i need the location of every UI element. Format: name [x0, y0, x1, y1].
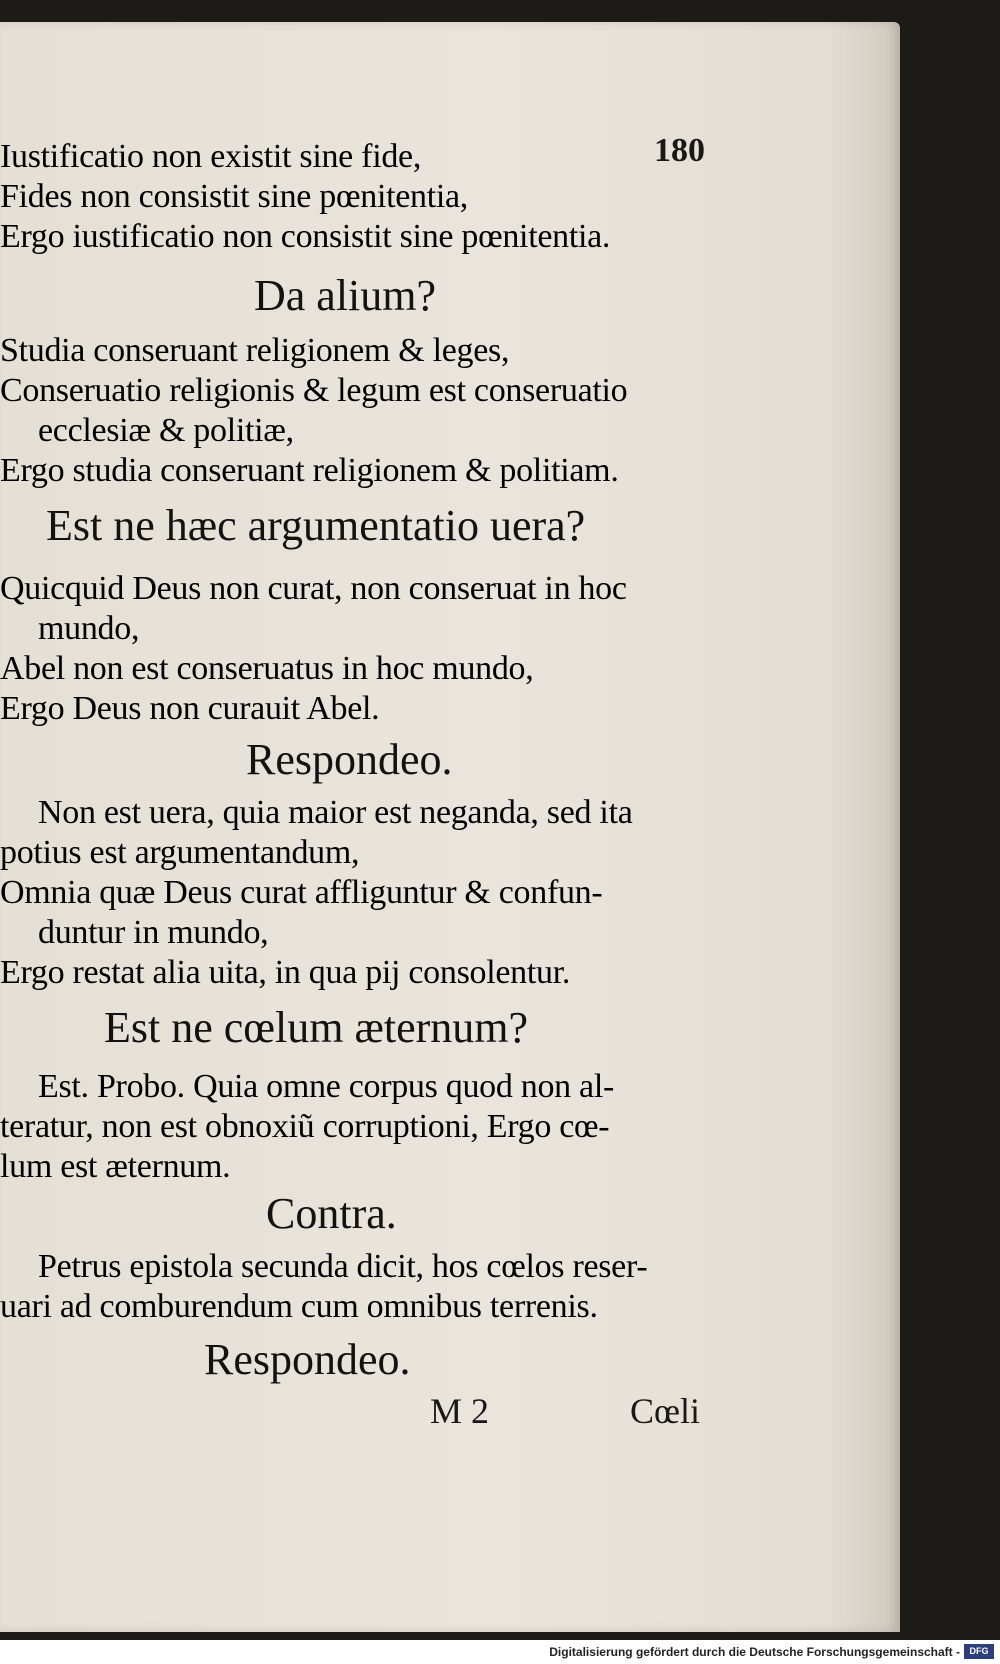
digitization-footer — [0, 1640, 1000, 1664]
text-line: teratur, non est obnoxiũ corruptioni, Ergo cœ- — [0, 1108, 610, 1145]
dfg-logo-icon: DFG — [964, 1644, 994, 1659]
section-heading: Respondeo. — [246, 735, 453, 784]
text-line: lum est æternum. — [0, 1148, 231, 1185]
book-page — [0, 22, 900, 1632]
text-line: Studia conseruant religionem & leges, — [0, 332, 510, 369]
text-line: Ergo studia conseruant religionem & politiam. — [0, 452, 619, 489]
signature-mark: M 2 — [430, 1391, 490, 1431]
text-line: Fides non consistit sine pœnitentia, — [0, 178, 469, 215]
text-line: Petrus epistola secunda dicit, hos cœlos reser- — [38, 1248, 648, 1285]
text-line: mundo, — [38, 610, 140, 647]
section-heading: Contra. — [266, 1189, 397, 1238]
text-line: uari ad comburendum cum omnibus terrenis. — [0, 1288, 598, 1325]
catchword: Cœli — [630, 1391, 701, 1431]
section-heading: Respondeo. — [204, 1335, 411, 1384]
section-heading: Da alium? — [254, 271, 437, 320]
text-line: Ergo iustificatio non consistit sine pœnitentia. — [0, 218, 611, 255]
text-line: Ergo restat alia uita, in qua pij consolentur. — [0, 954, 571, 991]
text-line: Ergo Deus non curauit Abel. — [0, 690, 380, 727]
text-line: Abel non est conseruatus in hoc mundo, — [0, 650, 534, 687]
footer-credit: Digitalisierung gefördert durch die Deutsche Forschungsgemeinschaft - — [549, 1645, 960, 1659]
section-heading: Est ne cœlum æternum? — [104, 1003, 529, 1052]
text-line: Non est uera, quia maior est neganda, sed ita — [38, 794, 633, 831]
text-line: potius est argumentandum, — [0, 834, 360, 871]
text-line: Conseruatio religionis & legum est conseruatio — [0, 372, 628, 409]
text-line: Omnia quæ Deus curat affliguntur & confun- — [0, 874, 603, 911]
section-heading: Est ne hæc argumentatio uera? — [46, 501, 586, 550]
text-line: Est. Probo. Quia omne corpus quod non al- — [38, 1068, 615, 1105]
text-line: Quicquid Deus non curat, non conseruat in hoc — [0, 570, 627, 607]
text-line: duntur in mundo, — [38, 914, 269, 951]
text-line: ecclesiæ & politiæ, — [38, 412, 294, 449]
text-line: Iustificatio non existit sine fide, — [0, 138, 422, 175]
page-number: 180 — [654, 132, 705, 169]
